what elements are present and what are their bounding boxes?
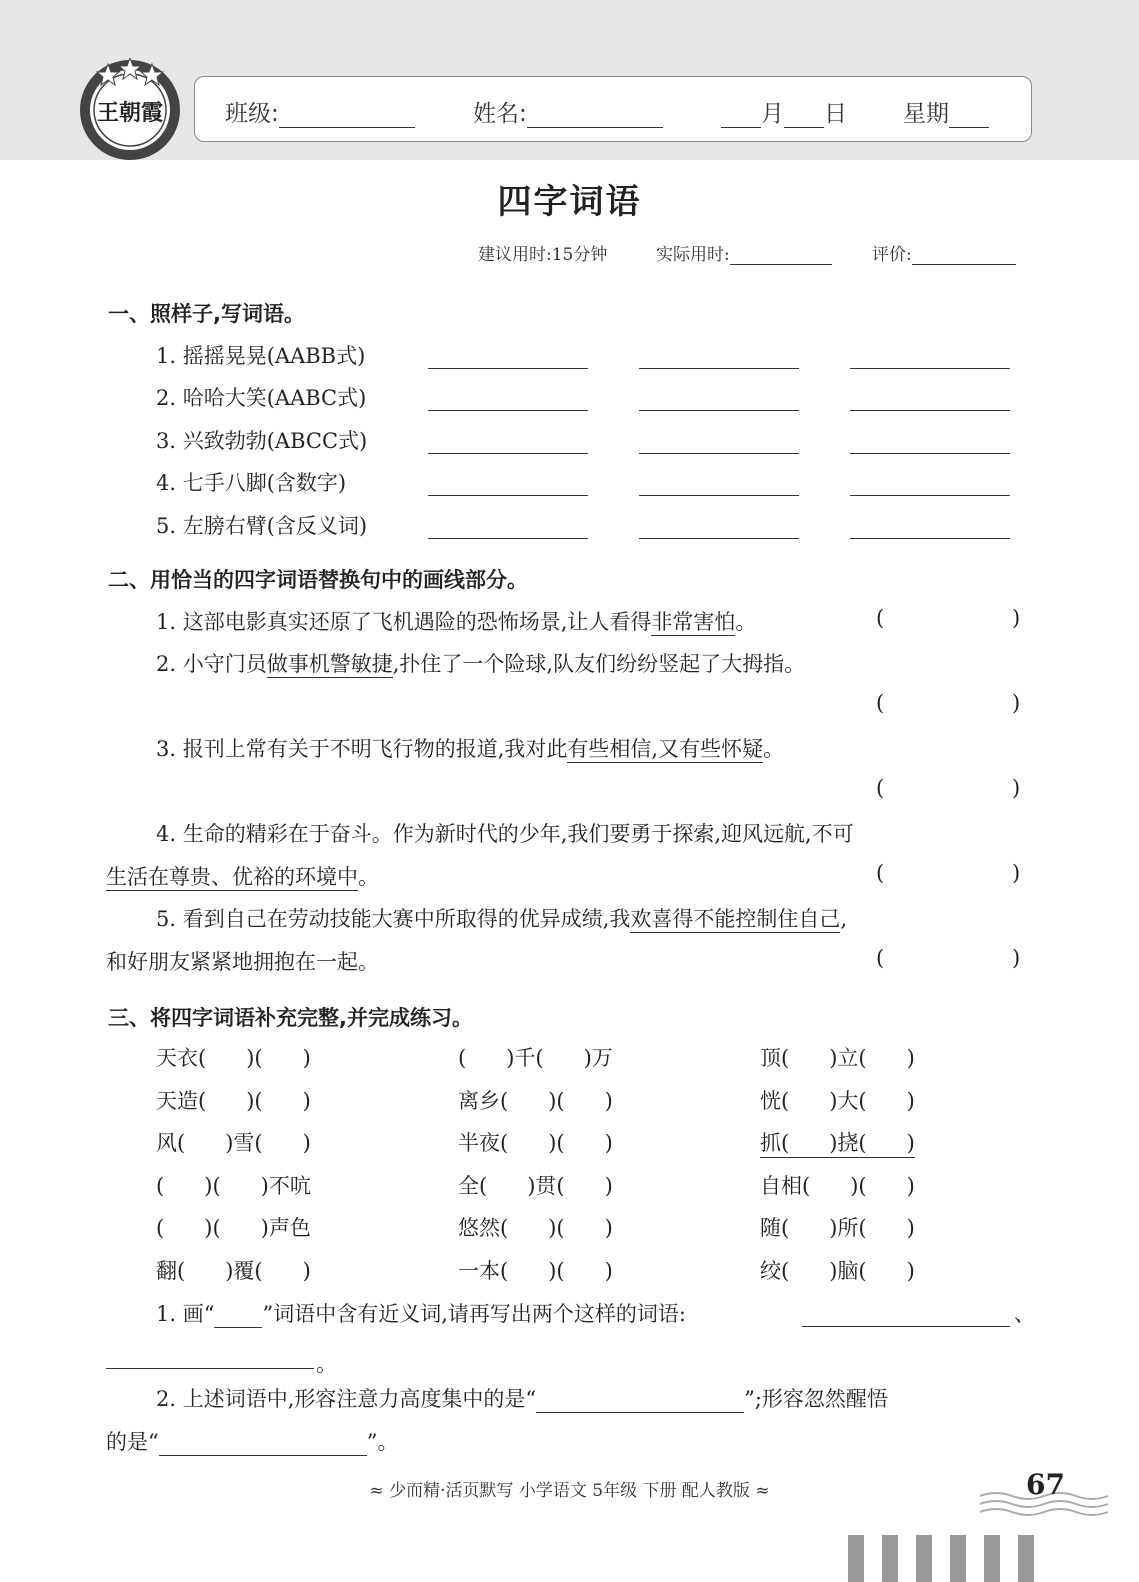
answer-blank[interactable]	[850, 538, 1010, 539]
section1-item: 5. 左膀右臂(含反义词)	[156, 514, 368, 538]
footer-text: ≈ 少而精·活页默写 小学语文 5年级 下册 配人教版 ≈	[369, 1481, 770, 1501]
idiom-blank-underlined[interactable]: 抓( )挠( )	[760, 1127, 915, 1158]
question-text: ,	[840, 907, 848, 931]
edge-mark	[950, 1535, 966, 1582]
idiom-blank[interactable]: 一本( )( )	[458, 1259, 613, 1283]
answer-blank[interactable]	[428, 368, 588, 369]
question-text: 2. 上述词语中,形容注意力高度集中的是“	[156, 1387, 537, 1411]
question-text: ,扑住了一个险球,队友们纷纷竖起了大拇指。	[392, 652, 806, 676]
idiom-blank[interactable]: 天衣( )( )	[156, 1046, 311, 1070]
answer-blank[interactable]	[639, 495, 799, 496]
section1-item: 2. 哈哈大笑(AABC式)	[156, 386, 367, 410]
answer-paren-close[interactable]: )	[1012, 861, 1021, 885]
answer-paren-close[interactable]: )	[1012, 691, 1021, 715]
evaluation-field[interactable]	[912, 248, 1016, 265]
weekday-field[interactable]	[949, 105, 989, 128]
answer-blank[interactable]	[428, 410, 588, 411]
student-info-box	[194, 76, 1032, 142]
underlined-phrase: 欢喜得不能控制住自己	[630, 907, 841, 931]
question-text: ”;形容忽然醒悟	[744, 1387, 888, 1411]
day-field[interactable]	[784, 105, 824, 128]
question-text: 。	[763, 737, 785, 761]
idiom-blank[interactable]: 悠然( )( )	[458, 1216, 613, 1240]
answer-paren-open[interactable]: (	[876, 861, 885, 885]
answer-blank[interactable]	[536, 1388, 744, 1413]
section1-item: 1. 摇摇晃晃(AABB式)	[156, 344, 366, 368]
answer-paren-open[interactable]: (	[876, 691, 885, 715]
answer-blank[interactable]	[639, 368, 799, 369]
answer-blank[interactable]	[639, 410, 799, 411]
answer-paren-open[interactable]: (	[876, 606, 885, 630]
suggested-time: 建议用时:15分钟	[478, 245, 608, 265]
edge-mark	[984, 1535, 1000, 1582]
exercise-2	[156, 1383, 888, 1413]
answer-blank[interactable]	[850, 410, 1010, 411]
section2-heading: 二、用恰当的四字词语替换句中的画线部分。	[108, 568, 528, 592]
question-2-5	[156, 903, 847, 933]
brand-name: 王朝霞	[96, 100, 164, 126]
month-label: 月	[761, 101, 784, 127]
question-text: ”。	[366, 1430, 399, 1454]
underlined-phrase: 非常害怕	[651, 610, 736, 634]
answer-blank[interactable]	[850, 453, 1010, 454]
idiom-blank[interactable]: 翻( )覆( )	[156, 1259, 311, 1283]
answer-blank[interactable]	[428, 538, 588, 539]
edge-mark	[848, 1535, 864, 1582]
answer-blank[interactable]	[639, 453, 799, 454]
page-number: 67	[1026, 1468, 1065, 1501]
day-label: 日	[824, 101, 847, 127]
idiom-blank[interactable]: 风( )雪( )	[156, 1131, 311, 1155]
answer-paren-close[interactable]: )	[1012, 606, 1021, 630]
answer-blank[interactable]	[159, 1431, 367, 1456]
question-text: 1. 画“	[156, 1302, 215, 1326]
edge-mark	[882, 1535, 898, 1582]
idiom-blank[interactable]: ( )( )不吭	[156, 1174, 311, 1198]
weekday-label: 星期	[903, 101, 949, 127]
question-2-3	[156, 733, 784, 763]
question-text: ”词语中含有近义词,请再写出两个这样的词语:	[262, 1302, 686, 1326]
question-text: 3. 报刊上常有关于不明飞行物的报道,我对此	[156, 737, 568, 761]
idiom-blank[interactable]: 恍( )大( )	[760, 1089, 915, 1113]
idiom-blank[interactable]: 绞( )脑( )	[760, 1259, 915, 1283]
idiom-blank[interactable]: ( )千( )万	[458, 1046, 613, 1070]
evaluation-label: 评价:	[872, 245, 912, 265]
actual-time-label: 实际用时:	[656, 245, 730, 265]
idiom-blank[interactable]: 全( )贯( )	[458, 1174, 613, 1198]
separator: 、	[1014, 1302, 1035, 1326]
answer-blank[interactable]	[428, 495, 588, 496]
name-field[interactable]	[527, 105, 663, 128]
question-text: 。	[358, 865, 379, 889]
underlined-phrase: 有些相信,又有些怀疑	[567, 737, 764, 761]
section3-heading: 三、将四字词语补充完整,并完成练习。	[108, 1006, 473, 1030]
answer-blank[interactable]	[802, 1326, 1010, 1327]
idiom-blank[interactable]: 半夜( )( )	[458, 1131, 613, 1155]
underlined-phrase: 做事机警敏捷	[266, 652, 393, 676]
brand-logo	[78, 58, 182, 162]
class-label: 班级:	[225, 101, 279, 127]
question-text: 和好朋友紧紧地拥抱在一起。	[106, 950, 379, 974]
answer-paren-close[interactable]: )	[1012, 776, 1021, 800]
answer-blank[interactable]	[639, 538, 799, 539]
question-text: 。	[735, 610, 757, 634]
name-label: 姓名:	[473, 101, 527, 127]
answer-blank[interactable]	[850, 495, 1010, 496]
answer-blank[interactable]	[428, 453, 588, 454]
edge-mark	[1018, 1535, 1034, 1582]
answer-paren-open[interactable]: (	[876, 776, 885, 800]
month-field[interactable]	[721, 105, 761, 128]
question-text: 2. 小守门员	[156, 652, 267, 676]
idiom-blank[interactable]: 随( )所( )	[760, 1216, 915, 1240]
answer-blank[interactable]	[106, 1368, 314, 1369]
underline-sample	[214, 1309, 262, 1328]
class-field[interactable]	[279, 105, 415, 128]
idiom-blank[interactable]: 天造( )( )	[156, 1089, 311, 1113]
exercise-1	[156, 1298, 686, 1328]
edge-mark	[916, 1535, 932, 1582]
idiom-blank[interactable]: 自相( )( )	[760, 1174, 915, 1198]
idiom-blank[interactable]: 离乡( )( )	[458, 1089, 613, 1113]
answer-paren-close[interactable]: )	[1012, 946, 1021, 970]
page-title: 四字词语	[497, 182, 642, 222]
answer-blank[interactable]	[850, 368, 1010, 369]
question-text: 1. 这部电影真实还原了飞机遇险的恐怖场景,让人看得	[156, 610, 652, 634]
question-2-4: 4. 生命的精彩在于奋斗。作为新时代的少年,我们要勇于探索,迎风远航,不可	[156, 822, 854, 846]
section1-item: 4. 七手八脚(含数字)	[156, 471, 347, 495]
question-2-2	[156, 648, 805, 678]
question-text: 的是“	[106, 1430, 159, 1454]
underlined-phrase: 生活在尊贵、优裕的环境中	[106, 865, 358, 889]
sentence-end: 。	[316, 1352, 337, 1376]
question-2-1	[156, 606, 756, 636]
idiom-blank[interactable]: 顶( )立( )	[760, 1046, 915, 1070]
question-text: 5. 看到自己在劳动技能大赛中所取得的优异成绩,我	[156, 907, 631, 931]
section1-heading: 一、照样子,写词语。	[108, 302, 305, 326]
section1-item: 3. 兴致勃勃(ABCC式)	[156, 429, 368, 453]
actual-time-field[interactable]	[730, 248, 832, 265]
idiom-blank[interactable]: ( )( )声色	[156, 1216, 311, 1240]
answer-paren-open[interactable]: (	[876, 946, 885, 970]
